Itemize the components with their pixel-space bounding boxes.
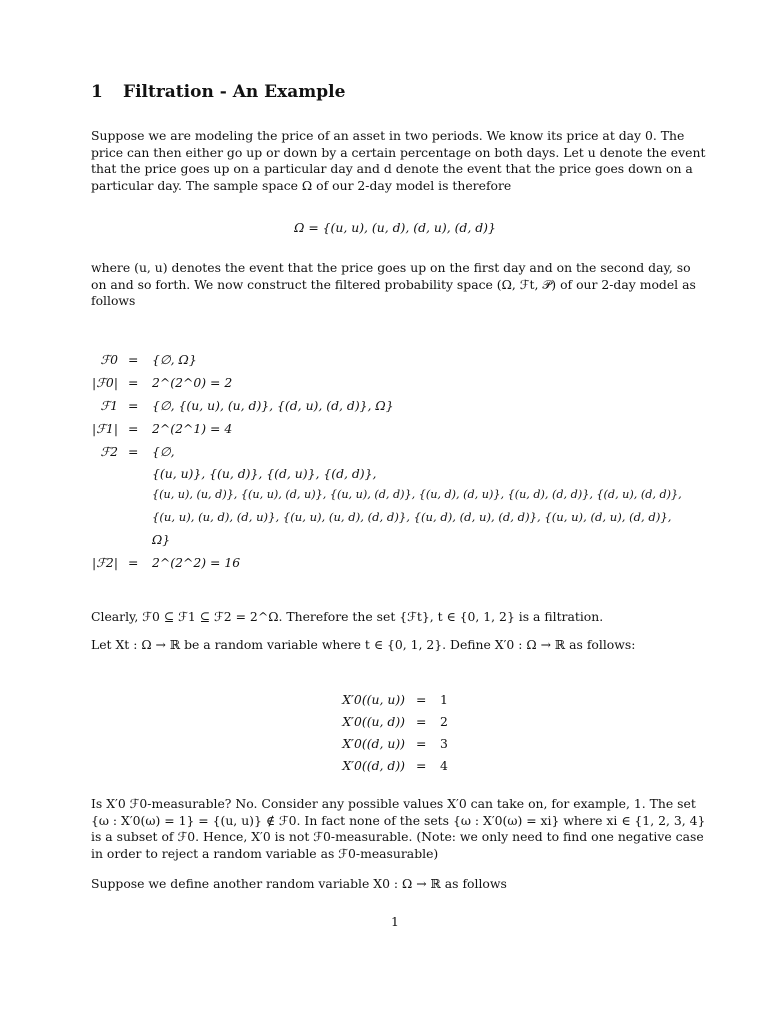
equation-row (91, 714, 699, 734)
paragraph-line: that the price goes up on a particular day and d denote the event that the price goes down on a (91, 161, 693, 177)
paragraph-line: in order to reject a random variable as ℱ0-measurable) (91, 846, 439, 862)
equation-row (91, 444, 699, 464)
equation-row (91, 398, 699, 418)
section-number: 1 (91, 82, 103, 102)
equation-op: = (128, 555, 139, 570)
equation-op: = (416, 714, 427, 729)
paragraph-line: particular day. The sample space Ω of our 2-day model is therefore (91, 178, 512, 194)
paragraph-line: {ω : X′0(ω) = 1} = {(u, u)} ∉ ℱ0. In fact none of the sets {ω : X′0(ω) = xi} where xi ∈ {1, 2, 3, 4} (91, 812, 706, 828)
equation-row (91, 532, 699, 552)
equation-lhs: X′0((u, u)) (342, 692, 405, 707)
equation-lhs: |ℱ2| (92, 555, 118, 570)
sample-space-equation: Ω = {(u, u), (u, d), (d, u), (d, d)} (294, 220, 496, 235)
equation-row (91, 758, 699, 778)
equation-rhs: 4 (440, 758, 448, 773)
intro-paragraph (91, 128, 706, 195)
equation-op: = (128, 375, 139, 390)
equation-lhs: ℱ0 (100, 352, 118, 367)
suppose-paragraph (91, 876, 699, 893)
equation-rhs: 3 (440, 736, 448, 751)
equation-rhs: 2 (440, 714, 448, 729)
page-number: 1 (391, 914, 399, 929)
equation-lhs: X′0((d, d)) (342, 758, 405, 773)
section-title: Filtration - An Example (123, 82, 346, 102)
equation-row (91, 488, 699, 508)
paragraph-line: Clearly, ℱ0 ⊆ ℱ1 ⊆ ℱ2 = 2^Ω. Therefore the set {ℱt}, t ∈ {0, 1, 2} is a filtration. (91, 609, 604, 624)
equation-lhs: |ℱ0| (92, 375, 118, 390)
equation-rhs: 1 (440, 692, 448, 707)
paragraph-line: Is X′0 ℱ0-measurable? No. Consider any possible values X′0 can take on, for example, 1. The set (91, 796, 696, 811)
section-heading (91, 82, 345, 102)
equation-lhs: |ℱ1| (92, 421, 118, 436)
equation-lhs: X′0((d, u)) (342, 736, 405, 751)
equation-op: = (128, 352, 139, 367)
equation-op: = (128, 398, 139, 413)
equation-row (91, 466, 699, 486)
equation-rhs: {∅, (152, 444, 175, 459)
equation-rhs: 2^(2^2) = 16 (152, 555, 241, 570)
equation-row (91, 692, 699, 712)
equation-rhs: 2^(2^0) = 2 (152, 375, 233, 390)
paragraph-line: Let Xt : Ω → ℝ be a random variable where t ∈ {0, 1, 2}. Define X′0 : Ω → ℝ as follows: (91, 637, 636, 652)
equation-row (91, 736, 699, 756)
equation-op: = (416, 692, 427, 707)
paragraph-line: on and so forth. We now construct the filtered probability space (Ω, ℱt, 𝒫) of our 2-day model as (91, 276, 696, 292)
paragraph-line: price can then either go up or down by a certain percentage on both days. Let u denote the event (91, 144, 706, 160)
equation-row (91, 352, 699, 372)
equation-lhs: ℱ1 (100, 398, 118, 413)
equation-row (91, 555, 699, 575)
equation-row (91, 375, 699, 395)
equation-row (91, 510, 699, 530)
equation-op: = (416, 736, 427, 751)
equation-op: = (416, 758, 427, 773)
equation-rhs: {(u, u)}, {(u, d)}, {(d, u)}, {(d, d)}, (152, 466, 377, 481)
equation-rhs: Ω} (152, 532, 171, 547)
equation-op: = (128, 444, 139, 459)
clearly-paragraph (91, 609, 699, 626)
equation-row (91, 421, 699, 441)
followup-paragraph (91, 260, 699, 310)
equation-rhs: {∅, Ω} (152, 352, 197, 367)
let-paragraph (91, 637, 699, 654)
paragraph-line: Suppose we are modeling the price of an asset in two periods. We know its price at day 0. The (91, 128, 685, 143)
equation-rhs: {(u, u), (u, d), (d, u)}, {(u, u), (u, d), (d, d)}, {(u, d), (d, u), (d, d)}, {(u, u), (d, u), (d, d)}, (152, 510, 672, 524)
paragraph-line: is a subset of ℱ0. Hence, X′0 is not ℱ0-measurable. (Note: we only need to find one negative case (91, 829, 704, 845)
equation-rhs: 2^(2^1) = 4 (152, 421, 233, 436)
equation-lhs: ℱ2 (100, 444, 118, 459)
paragraph-line: follows (91, 293, 136, 309)
equation-lhs: X′0((u, d)) (342, 714, 405, 729)
equation-rhs: {(u, u), (u, d)}, {(u, u), (d, u)}, {(u, u), (d, d)}, {(u, d), (d, u)}, {(u, d), (d, d)}, {(d, u), (d, d)}, (152, 488, 682, 501)
measurable-paragraph (91, 796, 706, 863)
equation-op: = (128, 421, 139, 436)
paragraph-line: Suppose we define another random variable X0 : Ω → ℝ as follows (91, 876, 507, 891)
equation-rhs: {∅, {(u, u), (u, d)}, {(d, u), (d, d)}, Ω} (152, 398, 394, 413)
paragraph-line: where (u, u) denotes the event that the price goes up on the first day and on the second day, so (91, 260, 691, 275)
